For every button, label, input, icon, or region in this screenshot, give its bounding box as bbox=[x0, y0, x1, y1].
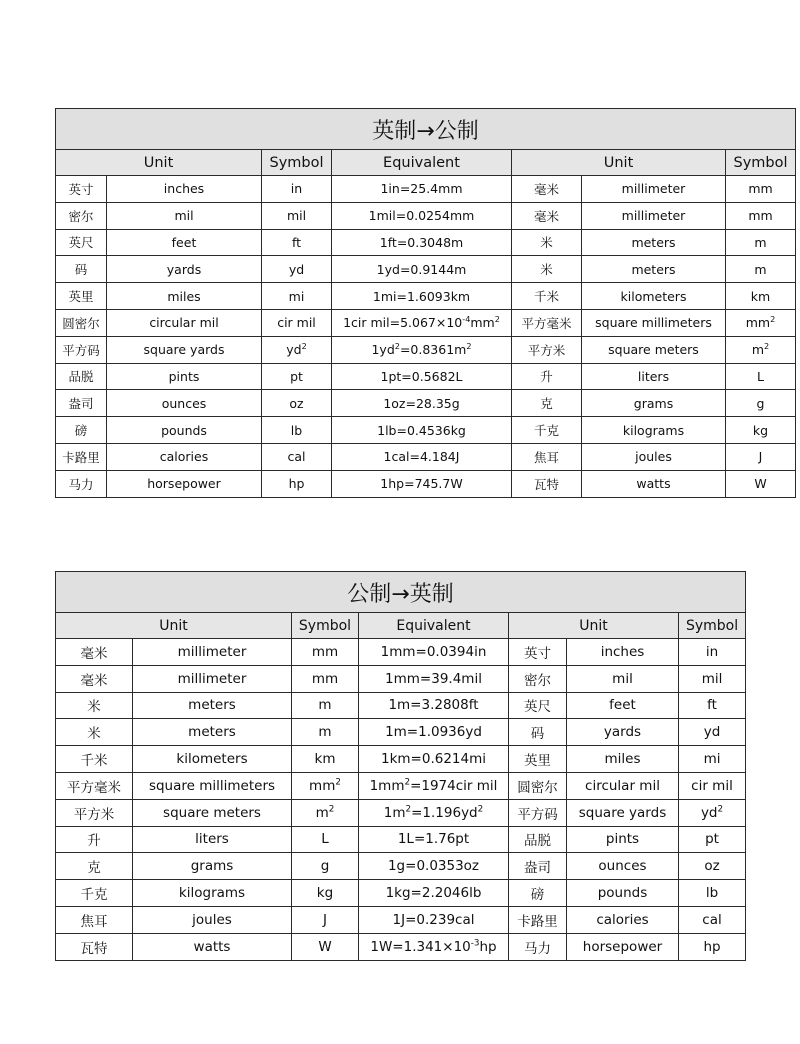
target-unit-chinese-cell: 米 bbox=[512, 229, 582, 256]
equivalent-cell: 1yd=0.9144m bbox=[332, 256, 512, 283]
unit-chinese-cell: 密尔 bbox=[56, 202, 107, 229]
table-row bbox=[56, 853, 746, 880]
target-unit-name-cell: millimeter bbox=[582, 202, 726, 229]
unit-symbol-cell: mil bbox=[262, 202, 332, 229]
equivalent-cell: 1mm=39.4mil bbox=[359, 665, 509, 692]
target-unit-chinese-cell: 毫米 bbox=[512, 202, 582, 229]
unit-name-cell: liters bbox=[133, 826, 292, 853]
unit-chinese-cell: 品脱 bbox=[56, 363, 107, 390]
unit-symbol-cell: kg bbox=[292, 880, 359, 907]
unit-symbol-cell: L bbox=[292, 826, 359, 853]
equivalent-cell: 1g=0.0353oz bbox=[359, 853, 509, 880]
unit-symbol-cell: $yd^2$ bbox=[262, 336, 332, 363]
table-row bbox=[56, 665, 746, 692]
unit-name-cell: miles bbox=[107, 283, 262, 310]
unit-symbol-cell: oz bbox=[262, 390, 332, 417]
unit-chinese-cell: 毫米 bbox=[56, 639, 133, 666]
target-unit-name-cell: yards bbox=[567, 719, 679, 746]
unit-symbol-cell: mi bbox=[262, 283, 332, 310]
header-equivalent: Equivalent bbox=[359, 613, 509, 639]
unit-chinese-cell: 英寸 bbox=[56, 176, 107, 203]
target-unit-name-cell: grams bbox=[582, 390, 726, 417]
unit-symbol-cell: cal bbox=[262, 443, 332, 470]
target-unit-symbol-cell: yd bbox=[679, 719, 746, 746]
target-unit-chinese-cell: 平方毫米 bbox=[512, 309, 582, 336]
target-unit-name-cell: joules bbox=[582, 443, 726, 470]
equivalent-cell: 1mi=1.6093km bbox=[332, 283, 512, 310]
unit-symbol-cell: $mm^2$ bbox=[292, 772, 359, 799]
target-unit-symbol-cell: g bbox=[726, 390, 796, 417]
target-unit-name-cell: pounds bbox=[567, 880, 679, 907]
target-unit-chinese-cell: 英尺 bbox=[509, 692, 567, 719]
target-unit-name-cell: calories bbox=[567, 906, 679, 933]
table-row bbox=[56, 283, 796, 310]
unit-chinese-cell: 克 bbox=[56, 853, 133, 880]
equivalent-cell: $1mm^2=1974cir$ mil bbox=[359, 772, 509, 799]
unit-symbol-cell: km bbox=[292, 746, 359, 773]
target-unit-symbol-cell: kg bbox=[726, 417, 796, 444]
target-unit-symbol-cell: hp bbox=[679, 933, 746, 960]
table-row bbox=[56, 176, 796, 203]
target-unit-chinese-cell: 品脱 bbox=[509, 826, 567, 853]
unit-symbol-cell: yd bbox=[262, 256, 332, 283]
table-body bbox=[56, 176, 796, 498]
target-unit-symbol-cell: lb bbox=[679, 880, 746, 907]
unit-chinese-cell: 平方毫米 bbox=[56, 772, 133, 799]
header-unit-target: Unit bbox=[509, 613, 679, 639]
target-unit-chinese-cell: 英里 bbox=[509, 746, 567, 773]
unit-name-cell: calories bbox=[107, 443, 262, 470]
equivalent-cell: $1m^2=1.196yd^2$ bbox=[359, 799, 509, 826]
table-row bbox=[56, 336, 796, 363]
target-unit-symbol-cell: mm bbox=[726, 202, 796, 229]
table-row bbox=[56, 799, 746, 826]
unit-chinese-cell: 平方码 bbox=[56, 336, 107, 363]
unit-chinese-cell: 千米 bbox=[56, 746, 133, 773]
target-unit-name-cell: square meters bbox=[582, 336, 726, 363]
target-unit-chinese-cell: 千米 bbox=[512, 283, 582, 310]
equivalent-cell: 1cir $mil=5.067\times 10^{-4}mm^2$ bbox=[332, 309, 512, 336]
target-unit-chinese-cell: 千克 bbox=[512, 417, 582, 444]
target-unit-chinese-cell: 圆密尔 bbox=[509, 772, 567, 799]
unit-chinese-cell: 码 bbox=[56, 256, 107, 283]
equivalent-cell: 1hp=745.7W bbox=[332, 470, 512, 497]
target-unit-name-cell: horsepower bbox=[567, 933, 679, 960]
table-row bbox=[56, 417, 796, 444]
target-unit-name-cell: watts bbox=[582, 470, 726, 497]
equivalent-cell: $1W=1.341\times 10^{-3}hp$ bbox=[359, 933, 509, 960]
target-unit-chinese-cell: 毫米 bbox=[512, 176, 582, 203]
target-unit-chinese-cell: 马力 bbox=[509, 933, 567, 960]
target-unit-symbol-cell: oz bbox=[679, 853, 746, 880]
equivalent-cell: 1J=0.239cal bbox=[359, 906, 509, 933]
unit-chinese-cell: 升 bbox=[56, 826, 133, 853]
target-unit-symbol-cell: W bbox=[726, 470, 796, 497]
target-unit-chinese-cell: 卡路里 bbox=[509, 906, 567, 933]
target-unit-symbol-cell: mil bbox=[679, 665, 746, 692]
header-unit: Unit bbox=[56, 613, 292, 639]
unit-symbol-cell: in bbox=[262, 176, 332, 203]
target-unit-chinese-cell: 平方码 bbox=[509, 799, 567, 826]
unit-symbol-cell: cir mil bbox=[262, 309, 332, 336]
table-title: 公制→英制 bbox=[56, 572, 746, 613]
target-unit-chinese-cell: 升 bbox=[512, 363, 582, 390]
equivalent-cell: 1pt=0.5682L bbox=[332, 363, 512, 390]
unit-chinese-cell: 瓦特 bbox=[56, 933, 133, 960]
equivalent-cell: 1mm=0.0394in bbox=[359, 639, 509, 666]
equivalent-cell: 1L=1.76pt bbox=[359, 826, 509, 853]
unit-name-cell: inches bbox=[107, 176, 262, 203]
unit-chinese-cell: 平方米 bbox=[56, 799, 133, 826]
target-unit-chinese-cell: 盎司 bbox=[509, 853, 567, 880]
unit-name-cell: yards bbox=[107, 256, 262, 283]
target-unit-symbol-cell: km bbox=[726, 283, 796, 310]
unit-name-cell: joules bbox=[133, 906, 292, 933]
unit-name-cell: meters bbox=[133, 719, 292, 746]
target-unit-symbol-cell: $m^2$ bbox=[726, 336, 796, 363]
unit-symbol-cell: lb bbox=[262, 417, 332, 444]
unit-chinese-cell: 马力 bbox=[56, 470, 107, 497]
unit-name-cell: millimeter bbox=[133, 639, 292, 666]
table-row bbox=[56, 470, 796, 497]
target-unit-chinese-cell: 焦耳 bbox=[512, 443, 582, 470]
target-unit-symbol-cell: L bbox=[726, 363, 796, 390]
unit-name-cell: meters bbox=[133, 692, 292, 719]
unit-name-cell: grams bbox=[133, 853, 292, 880]
equivalent-cell: 1kg=2.2046lb bbox=[359, 880, 509, 907]
equivalent-cell: 1ft=0.3048m bbox=[332, 229, 512, 256]
table-row bbox=[56, 933, 746, 960]
unit-symbol-cell: J bbox=[292, 906, 359, 933]
table-row bbox=[56, 202, 796, 229]
target-unit-name-cell: kilometers bbox=[582, 283, 726, 310]
target-unit-name-cell: meters bbox=[582, 256, 726, 283]
unit-name-cell: kilometers bbox=[133, 746, 292, 773]
equivalent-cell: 1m=3.2808ft bbox=[359, 692, 509, 719]
unit-symbol-cell: W bbox=[292, 933, 359, 960]
unit-name-cell: feet bbox=[107, 229, 262, 256]
table-row bbox=[56, 309, 796, 336]
unit-name-cell: millimeter bbox=[133, 665, 292, 692]
unit-symbol-cell: m bbox=[292, 692, 359, 719]
target-unit-chinese-cell: 米 bbox=[512, 256, 582, 283]
equivalent-cell: 1lb=0.4536kg bbox=[332, 417, 512, 444]
table-row bbox=[56, 906, 746, 933]
target-unit-name-cell: feet bbox=[567, 692, 679, 719]
target-unit-symbol-cell: m bbox=[726, 256, 796, 283]
unit-chinese-cell: 米 bbox=[56, 692, 133, 719]
unit-name-cell: square yards bbox=[107, 336, 262, 363]
unit-name-cell: watts bbox=[133, 933, 292, 960]
target-unit-name-cell: inches bbox=[567, 639, 679, 666]
target-unit-symbol-cell: in bbox=[679, 639, 746, 666]
unit-symbol-cell: ft bbox=[262, 229, 332, 256]
target-unit-name-cell: pints bbox=[567, 826, 679, 853]
header-unit: Unit bbox=[56, 150, 262, 176]
table-row bbox=[56, 363, 796, 390]
target-unit-symbol-cell: ft bbox=[679, 692, 746, 719]
target-unit-chinese-cell: 码 bbox=[509, 719, 567, 746]
table-row bbox=[56, 880, 746, 907]
target-unit-name-cell: kilograms bbox=[582, 417, 726, 444]
equivalent-cell: 1oz=28.35g bbox=[332, 390, 512, 417]
equivalent-cell: 1km=0.6214mi bbox=[359, 746, 509, 773]
unit-symbol-cell: hp bbox=[262, 470, 332, 497]
target-unit-symbol-cell: pt bbox=[679, 826, 746, 853]
table-body bbox=[56, 639, 746, 961]
equivalent-cell: $1yd^2=0.8361m^2$ bbox=[332, 336, 512, 363]
unit-chinese-cell: 千克 bbox=[56, 880, 133, 907]
target-unit-name-cell: square yards bbox=[567, 799, 679, 826]
equivalent-cell: 1m=1.0936yd bbox=[359, 719, 509, 746]
header-equivalent: Equivalent bbox=[332, 150, 512, 176]
target-unit-symbol-cell: cir mil bbox=[679, 772, 746, 799]
target-unit-chinese-cell: 磅 bbox=[509, 880, 567, 907]
target-unit-symbol-cell: cal bbox=[679, 906, 746, 933]
unit-chinese-cell: 英里 bbox=[56, 283, 107, 310]
unit-symbol-cell: g bbox=[292, 853, 359, 880]
unit-chinese-cell: 米 bbox=[56, 719, 133, 746]
target-unit-symbol-cell: $mm^2$ bbox=[726, 309, 796, 336]
unit-chinese-cell: 盎司 bbox=[56, 390, 107, 417]
target-unit-name-cell: ounces bbox=[567, 853, 679, 880]
header-symbol: Symbol bbox=[292, 613, 359, 639]
table-row bbox=[56, 443, 796, 470]
unit-name-cell: ounces bbox=[107, 390, 262, 417]
unit-chinese-cell: 英尺 bbox=[56, 229, 107, 256]
unit-name-cell: square millimeters bbox=[133, 772, 292, 799]
target-unit-chinese-cell: 密尔 bbox=[509, 665, 567, 692]
metric-to-imperial-table bbox=[55, 571, 746, 961]
equivalent-cell: 1in=25.4mm bbox=[332, 176, 512, 203]
table-row bbox=[56, 229, 796, 256]
unit-symbol-cell: pt bbox=[262, 363, 332, 390]
table-row bbox=[56, 390, 796, 417]
table-row bbox=[56, 256, 796, 283]
target-unit-name-cell: mil bbox=[567, 665, 679, 692]
unit-name-cell: horsepower bbox=[107, 470, 262, 497]
unit-chinese-cell: 焦耳 bbox=[56, 906, 133, 933]
target-unit-symbol-cell: m bbox=[726, 229, 796, 256]
unit-chinese-cell: 磅 bbox=[56, 417, 107, 444]
target-unit-name-cell: circular mil bbox=[567, 772, 679, 799]
unit-name-cell: mil bbox=[107, 202, 262, 229]
table-row bbox=[56, 746, 746, 773]
unit-name-cell: pints bbox=[107, 363, 262, 390]
header-unit-target: Unit bbox=[512, 150, 726, 176]
target-unit-name-cell: square millimeters bbox=[582, 309, 726, 336]
unit-symbol-cell: $m^2$ bbox=[292, 799, 359, 826]
target-unit-symbol-cell: $yd^2$ bbox=[679, 799, 746, 826]
table-title: 英制→公制 bbox=[56, 109, 796, 150]
table-row bbox=[56, 772, 746, 799]
target-unit-name-cell: millimeter bbox=[582, 176, 726, 203]
header-symbol-target: Symbol bbox=[726, 150, 796, 176]
target-unit-chinese-cell: 平方米 bbox=[512, 336, 582, 363]
unit-name-cell: pounds bbox=[107, 417, 262, 444]
header-symbol-target: Symbol bbox=[679, 613, 746, 639]
target-unit-symbol-cell: mm bbox=[726, 176, 796, 203]
table-row bbox=[56, 639, 746, 666]
unit-symbol-cell: m bbox=[292, 719, 359, 746]
unit-chinese-cell: 圆密尔 bbox=[56, 309, 107, 336]
table-row bbox=[56, 719, 746, 746]
target-unit-name-cell: miles bbox=[567, 746, 679, 773]
unit-name-cell: circular mil bbox=[107, 309, 262, 336]
unit-symbol-cell: mm bbox=[292, 639, 359, 666]
unit-name-cell: square meters bbox=[133, 799, 292, 826]
unit-name-cell: kilograms bbox=[133, 880, 292, 907]
target-unit-chinese-cell: 瓦特 bbox=[512, 470, 582, 497]
unit-chinese-cell: 毫米 bbox=[56, 665, 133, 692]
target-unit-symbol-cell: J bbox=[726, 443, 796, 470]
table-row bbox=[56, 692, 746, 719]
target-unit-symbol-cell: mi bbox=[679, 746, 746, 773]
unit-chinese-cell: 卡路里 bbox=[56, 443, 107, 470]
equivalent-cell: 1cal=4.184J bbox=[332, 443, 512, 470]
table-row bbox=[56, 826, 746, 853]
target-unit-name-cell: meters bbox=[582, 229, 726, 256]
target-unit-chinese-cell: 英寸 bbox=[509, 639, 567, 666]
equivalent-cell: 1mil=0.0254mm bbox=[332, 202, 512, 229]
unit-symbol-cell: mm bbox=[292, 665, 359, 692]
target-unit-name-cell: liters bbox=[582, 363, 726, 390]
imperial-to-metric-table bbox=[55, 108, 796, 498]
target-unit-chinese-cell: 克 bbox=[512, 390, 582, 417]
header-symbol: Symbol bbox=[262, 150, 332, 176]
